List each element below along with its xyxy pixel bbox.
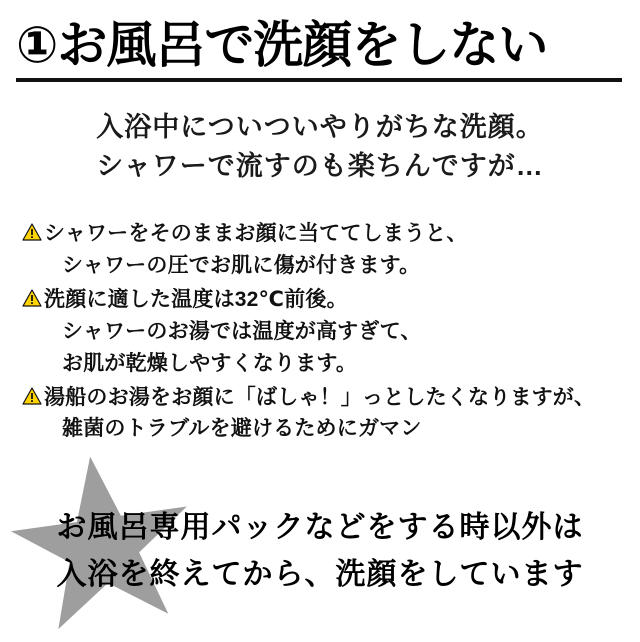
title-block — [16, 18, 624, 82]
lead-line-2: シャワーで流すのも楽ちんですが… — [96, 151, 544, 182]
footer-message — [0, 505, 640, 598]
notes-list — [22, 218, 622, 447]
note-line: シャワーのお湯では温度が高すぎて、 — [62, 319, 422, 343]
list-item — [22, 382, 622, 446]
note-line: 湯船のお湯をお顔に「ばしゃ！」っとしたくなりますが、 — [44, 385, 596, 409]
note-line: お肌が乾燥しやすくなります。 — [62, 351, 358, 375]
list-item — [22, 284, 622, 380]
note-line: 雑菌のトラブルを避けるためにガマン — [62, 417, 422, 441]
note-line: シャワーをそのままお顔に当ててしまうと、 — [44, 222, 468, 245]
title-number: ① — [16, 17, 58, 73]
note-lines — [44, 382, 622, 446]
page-title — [16, 18, 624, 72]
warning-icon — [22, 222, 42, 242]
lead-paragraph — [0, 108, 640, 186]
title-text: お風呂で洗顔をしない — [57, 17, 548, 73]
note-line: 洗顔に適した温度は32℃前後。 — [44, 287, 348, 311]
note-line: シャワーの圧でお肌に傷が付きます。 — [62, 253, 421, 277]
title-divider — [16, 78, 622, 82]
warning-icon — [22, 386, 42, 406]
note-lines — [44, 284, 622, 380]
note-lines — [44, 218, 622, 282]
footer-line-2: 入浴を終えてから、洗顔をしています — [56, 557, 584, 591]
list-item — [22, 218, 622, 282]
warning-icon — [22, 288, 42, 308]
lead-line-1: 入浴中についついやりがちな洗顔。 — [96, 112, 544, 142]
footer-line-1: お風呂専用パックなどをする時以外は — [56, 511, 584, 544]
